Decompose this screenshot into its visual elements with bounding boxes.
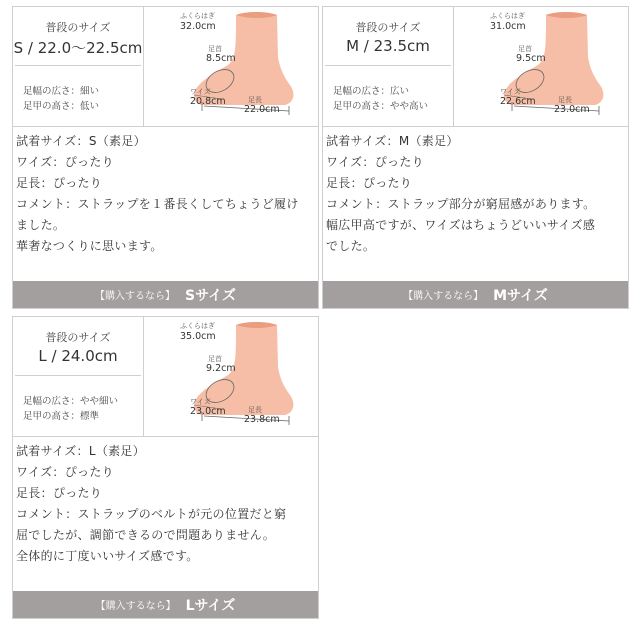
comment-line: コメント：ストラップのベルトが元の位置だと窮 [16,507,287,521]
size-card-s [12,6,319,309]
width-value: 22.6cm [500,96,536,107]
buy-prefix: 【購入するなら】 [403,291,484,302]
comment-line: ワイズ：ぴったり [326,155,424,169]
usual-size-value: S / 22.0〜22.5cm [13,39,143,57]
comment-line: 屈でしたが、調節できるので問題ありません。 [16,528,276,542]
card-header [13,7,318,127]
comment-line: 足長：ぴったり [16,176,103,190]
width-label: ワイズ [190,88,211,96]
divider [15,375,141,376]
comment-line: 全体的に丁度いいサイズ感です。 [16,549,199,563]
foot-width-text: 足幅の広さ：広い [333,86,410,97]
comment-line: 足長：ぴったり [16,486,103,500]
ankle-label: 足首 [518,45,532,53]
comment-line: 試着サイズ：S（素足） [16,134,146,148]
width-value: 23.0cm [190,406,226,417]
card-header [323,7,628,127]
width-label: ワイズ [500,88,521,96]
comment-line: 試着サイズ：M（素足） [326,134,459,148]
comment-line: ワイズ：ぴったり [16,465,114,479]
ankle-label: 足首 [208,45,222,53]
calf-label: ふくらはぎ [180,12,215,20]
length-value: 23.0cm [554,104,590,115]
usual-size-value: M / 23.5cm [346,37,430,55]
size-card-m [322,6,629,309]
comment-line: コメント：ストラップを１番長くしてちょうど履け [16,197,299,211]
buy-size: Lサイズ [185,597,236,614]
buy-size: Mサイズ [493,287,548,304]
calf-value: 35.0cm [180,331,216,342]
buy-prefix: 【購入するなら】 [95,291,176,302]
length-value: 23.8cm [244,414,280,425]
usual-size-label: 普段のサイズ [45,331,111,344]
instep-height-text: 足甲の高さ：標準 [23,411,100,422]
calf-value: 32.0cm [180,21,216,32]
comment-line: 華奢なつくりに思います。 [16,239,163,253]
ankle-value: 9.2cm [206,363,236,374]
calf-value: 31.0cm [490,21,526,32]
width-label: ワイズ [190,398,211,406]
card-header [13,317,318,437]
foot-diagram [144,317,318,436]
divider [325,65,451,66]
recommended-size-bar [13,281,318,308]
ankle-value: 8.5cm [206,53,236,64]
divider [15,65,141,66]
comment-line: ワイズ：ぴったり [16,155,114,169]
foot-diagram [144,7,318,126]
comment-line: 試着サイズ：L（素足） [16,444,146,458]
foot-width-text: 足幅の広さ：細い [23,86,100,97]
foot-illustration [144,317,318,436]
recommended-size-bar [13,591,318,618]
comment-line: でした。 [326,239,376,253]
foot-illustration [454,7,628,126]
foot-width-text: 足幅の広さ：やや細い [23,396,119,407]
trial-comment [16,441,314,567]
comment-line: ました。 [16,218,66,232]
usual-size-panel [13,317,144,436]
ankle-label: 足首 [208,355,222,363]
length-value: 22.0cm [244,104,280,115]
trial-comment [326,131,624,257]
trial-comment [16,131,314,257]
usual-size-label: 普段のサイズ [355,21,421,34]
comment-line: 幅広甲高ですが、ワイズはちょうどいいサイズ感 [326,218,596,232]
foot-illustration [144,7,318,126]
comment-line: 足長：ぴったり [326,176,413,190]
calf-label: ふくらはぎ [180,322,215,330]
buy-prefix: 【購入するなら】 [95,601,176,612]
width-value: 20.8cm [190,96,226,107]
recommended-size-bar [323,281,628,308]
ankle-value: 9.5cm [516,53,546,64]
length-label: 足長 [248,406,262,414]
foot-diagram [454,7,628,126]
length-label: 足長 [558,96,572,104]
size-card-l [12,316,319,619]
comment-line: コメント：ストラップ部分が窮屈感があります。 [326,197,596,211]
length-label: 足長 [248,96,262,104]
calf-label: ふくらはぎ [490,12,525,20]
usual-size-value: L / 24.0cm [38,347,118,365]
buy-size: Sサイズ [185,287,236,304]
usual-size-panel [13,7,144,126]
instep-height-text: 足甲の高さ：やや高い [333,101,429,112]
instep-height-text: 足甲の高さ：低い [23,101,100,112]
usual-size-label: 普段のサイズ [45,21,111,34]
usual-size-panel [323,7,454,126]
